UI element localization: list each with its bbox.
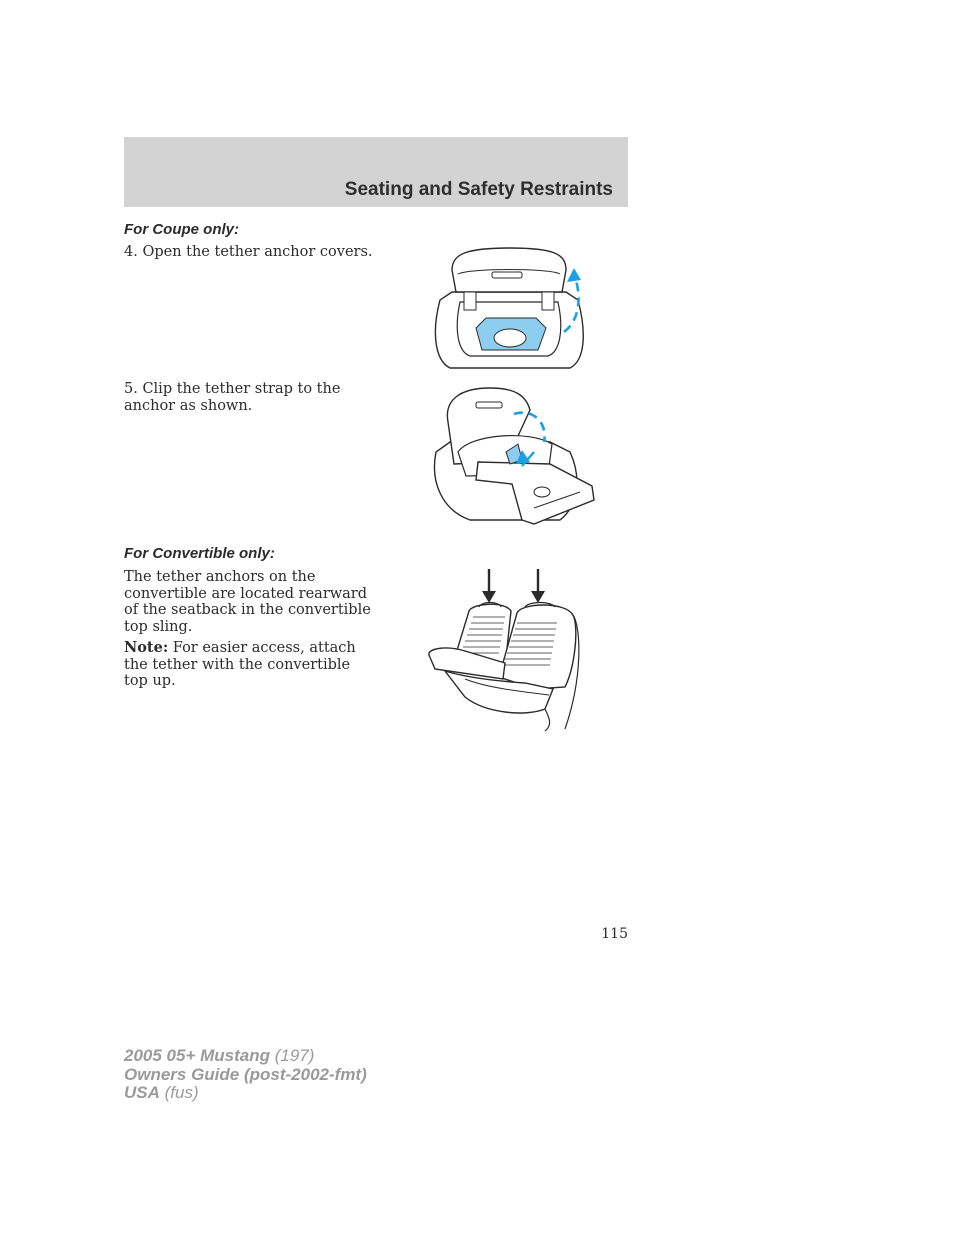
footer-line-1: 2005 05+ Mustang (197) bbox=[124, 1046, 315, 1065]
convertible-heading: For Convertible only: bbox=[124, 545, 275, 562]
step-5-text: 5. Clip the tether strap to the anchor as shown. bbox=[124, 381, 341, 414]
arrow-down-icon bbox=[531, 591, 545, 603]
arrow-down-icon bbox=[482, 591, 496, 603]
footer-line-2: Owners Guide (post-2002-fmt) bbox=[124, 1064, 367, 1084]
note-label: Note: bbox=[124, 639, 169, 656]
document-footer bbox=[124, 1047, 367, 1103]
section-header-band bbox=[124, 137, 628, 207]
section-title: Seating and Safety Restraints bbox=[344, 179, 613, 200]
coupe-heading: For Coupe only: bbox=[124, 221, 239, 238]
page-number: 115 bbox=[601, 926, 628, 942]
convertible-rear-seat-illustration bbox=[425, 567, 585, 732]
convertible-body-text: The tether anchors on the convertible are located rearward of the seatback in the convertible top sling. bbox=[124, 569, 371, 635]
anchor-cover-open-illustration bbox=[430, 240, 590, 375]
step-4-text: 4. Open the tether anchor covers. bbox=[124, 244, 373, 260]
tether-clip-illustration bbox=[430, 382, 600, 527]
note-text: For easier access, attach the tether with the convertible top up. bbox=[124, 640, 356, 689]
footer-line-3: USA (fus) bbox=[124, 1083, 199, 1102]
note-paragraph bbox=[124, 640, 372, 690]
